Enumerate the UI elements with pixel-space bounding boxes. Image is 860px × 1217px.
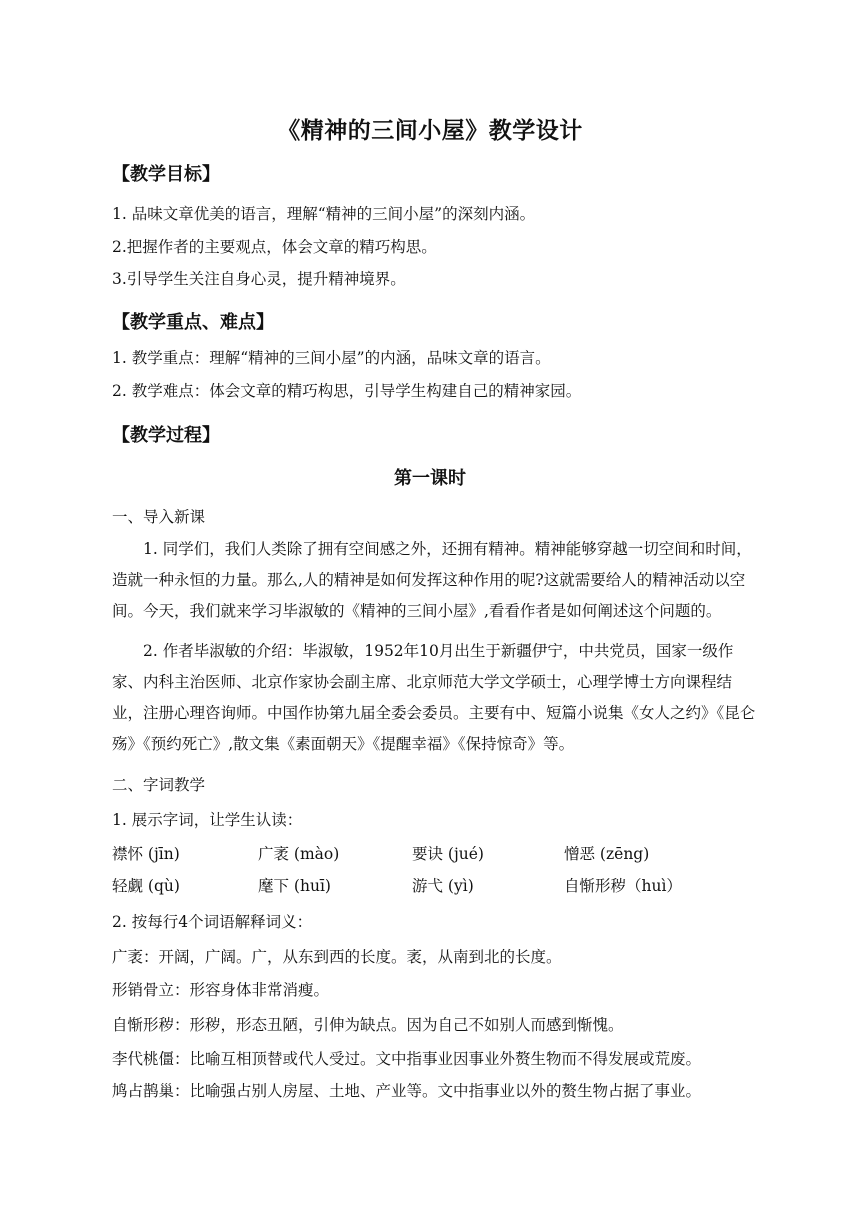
vocab-word: 自惭形秽（huì） [564,877,682,895]
goal-item: 2.把握作者的主要观点，体会文章的精巧构思。 [112,238,437,256]
section-title: 二、字词教学 [112,776,206,794]
definition-item: 形销骨立：形容身体非常消瘦。 [112,981,330,999]
vocab-step: 2. 按每行4个词语解释词义： [112,913,313,931]
vocab-word: 广袤 (mào) [258,845,340,863]
definition-item: 广袤：开阔，广阔。广，从东到西的长度。袤，从南到北的长度。 [112,948,562,966]
vocab-word: 襟怀 (jīn) [112,845,180,863]
goal-item: 1. 品味文章优美的语言，理解“精神的三间小屋”的深刻内涵。 [112,205,536,223]
document-title: 《精神的三间小屋》教学设计 [277,118,583,144]
vocab-word: 麾下 (huī) [258,877,331,895]
keypoint-item: 1. 教学重点：理解“精神的三间小屋”的内涵，品味文章的语言。 [112,349,551,367]
lesson-title: 第一课时 [394,468,466,489]
intro-paragraph: 1. 同学们，我们人类除了拥有空间感之外，还拥有精神。精神能够穿越一切空间和时间，造就一种永恒的力量。那么,人的精神是如何发挥这种作用的呢?这就需要给人的精神活动以空间。今天，我们就来学习毕淑敏的《精神的三间小屋》,看看作者是如何阐述这个问题的。 [112,540,752,620]
vocab-word: 要诀 (jué) [412,845,484,863]
vocab-step: 1. 展示字词，让学生认读： [112,811,303,829]
keypoints-heading: 【教学重点、难点】 [112,312,274,333]
definition-item: 自惭形秽：形秽，形态丑陋，引伸为缺点。因为自己不如别人而感到惭愧。 [112,1016,624,1034]
vocab-word: 轻觑 (qù) [112,877,180,895]
goals-heading: 【教学目标】 [112,164,220,185]
process-heading: 【教学过程】 [112,425,220,446]
definition-item: 李代桃僵：比喻互相顶替或代人受过。文中指事业因事业外赘生物而不得发展或荒废。 [112,1050,702,1068]
vocab-word: 游弋 (yì) [412,877,474,895]
section-title: 一、导入新课 [112,508,206,526]
keypoint-item: 2. 教学难点：体会文章的精巧构思，引导学生构建自己的精神家园。 [112,382,582,400]
author-paragraph: 2. 作者毕淑敏的介绍：毕淑敏，1952年10月出生于新疆伊宁，中共党员，国家一级作家、内科主治医师、北京作家协会副主席、北京师范大学文学硕士，心理学博士方向课程结业，注册心理咨询师。中国作协第九届全委会委员。主要有中、短篇小说集《女人之约》《昆仑殇》《预约死亡》,散文集《素面朝天》《提醒幸福》《保持惊奇》等。 [112,642,756,753]
goal-item: 3.引导学生关注自身心灵，提升精神境界。 [112,270,406,288]
vocab-word: 憎恶 (zēng) [564,845,650,863]
definition-item: 鸠占鹊巢：比喻强占别人房屋、土地、产业等。文中指事业以外的赘生物占据了事业。 [112,1082,702,1100]
